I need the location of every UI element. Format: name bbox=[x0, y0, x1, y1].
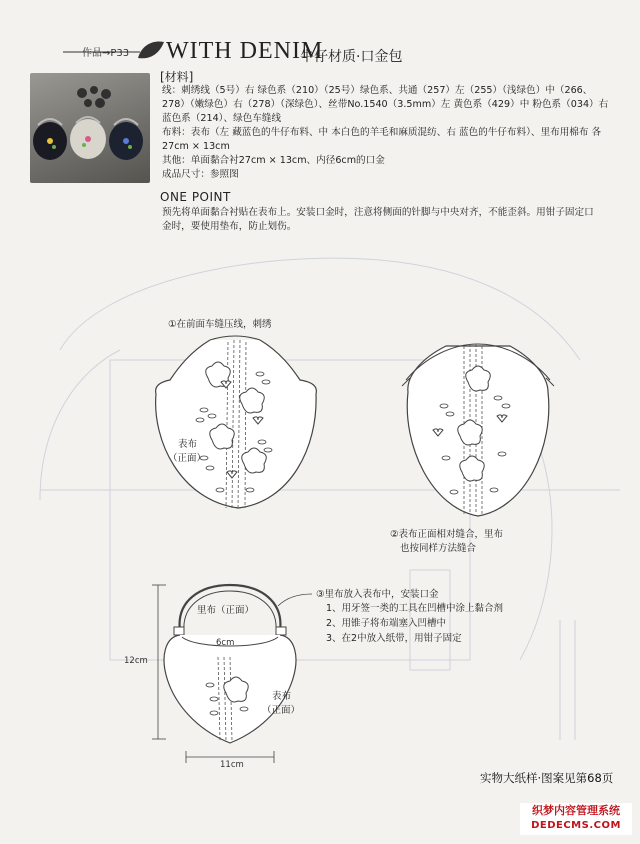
step3-label: ③里布放入表布中，安装口金 bbox=[316, 589, 439, 600]
step1-outer-fabric-diagram bbox=[150, 330, 325, 520]
materials-line: 278）（嫩绿色）右（278）（深绿色）、丝带No.1540（3.5mm）左 黄色系（429）中 粉色系（034）右 bbox=[162, 99, 609, 110]
footer-note: 实物大纸样·图案见第68页 bbox=[480, 771, 614, 785]
outer-fabric-side-step3: （正面） bbox=[262, 705, 301, 716]
watermark-line2: DEDECMS.COM bbox=[531, 820, 621, 831]
materials-heading: [材料] bbox=[160, 70, 194, 84]
step2-sewn-purse-diagram bbox=[398, 336, 558, 526]
page-subtitle: 牛仔材质·口金包 bbox=[300, 49, 403, 65]
materials-line: 蓝色系（214）、绿色车缝线 bbox=[162, 113, 282, 124]
step3-item: 3、在2中放入纸带，用钳子固定 bbox=[326, 633, 462, 644]
dimension-12cm: 12cm bbox=[124, 656, 148, 666]
outer-fabric-label-step3: 表布 bbox=[272, 691, 292, 702]
dimension-6cm: 6cm bbox=[216, 638, 235, 648]
outer-fabric-side: （正面） bbox=[168, 453, 207, 464]
watermark bbox=[520, 803, 632, 835]
materials-line: 成品尺寸：参照图 bbox=[162, 169, 239, 180]
page-title: WITH DENIM bbox=[166, 38, 324, 64]
step2-label: ②表布正面相对缝合，里布 bbox=[390, 529, 504, 540]
watermark-line1: 织梦内容管理系统 bbox=[532, 804, 620, 817]
product-photo bbox=[30, 73, 150, 183]
page-reference: 作品→P33 bbox=[82, 48, 130, 59]
outer-fabric-label: 表布 bbox=[178, 439, 198, 450]
step3-item: 2、用锥子将布端塞入凹槽中 bbox=[326, 618, 447, 629]
materials-line: 其他：单面黏合衬27cm × 13cm、内径6cm的口金 bbox=[162, 155, 385, 166]
one-point-line: 金时，要使用垫布，防止划伤。 bbox=[162, 221, 297, 232]
one-point-line: 预先将单面黏合衬贴在表布上。安装口金时，注意将侧面的针脚与中央对齐，不能歪斜。用钳子固定口 bbox=[162, 207, 594, 218]
materials-line: 27cm × 13cm bbox=[162, 141, 230, 152]
step3-leader-line bbox=[276, 590, 316, 610]
step2-label-cont: 也按同样方法缝合 bbox=[400, 543, 477, 554]
lining-label: 里布（正面） bbox=[197, 605, 255, 616]
materials-line: 布料：表布（左 藏蓝色的牛仔布料、中 本白色的羊毛和麻质混纺、右 蓝色的牛仔布料）、里布用棉布 各 bbox=[162, 127, 602, 138]
leaf-icon bbox=[58, 38, 168, 68]
materials-line: 线：刺绣线（5号）右 绿色系（210）（25号）绿色系、共通（257）左（255）（浅绿色）中（266、 bbox=[162, 85, 593, 96]
dimension-11cm: 11cm bbox=[220, 760, 244, 770]
purse-photo-illustration bbox=[30, 73, 150, 183]
step3-item: 1、用牙签一类的工具在凹槽中涂上黏合剂 bbox=[326, 603, 504, 614]
step1-label: ①在前面车缝压线，刺绣 bbox=[168, 319, 272, 330]
one-point-heading: ONE POINT bbox=[160, 190, 231, 204]
